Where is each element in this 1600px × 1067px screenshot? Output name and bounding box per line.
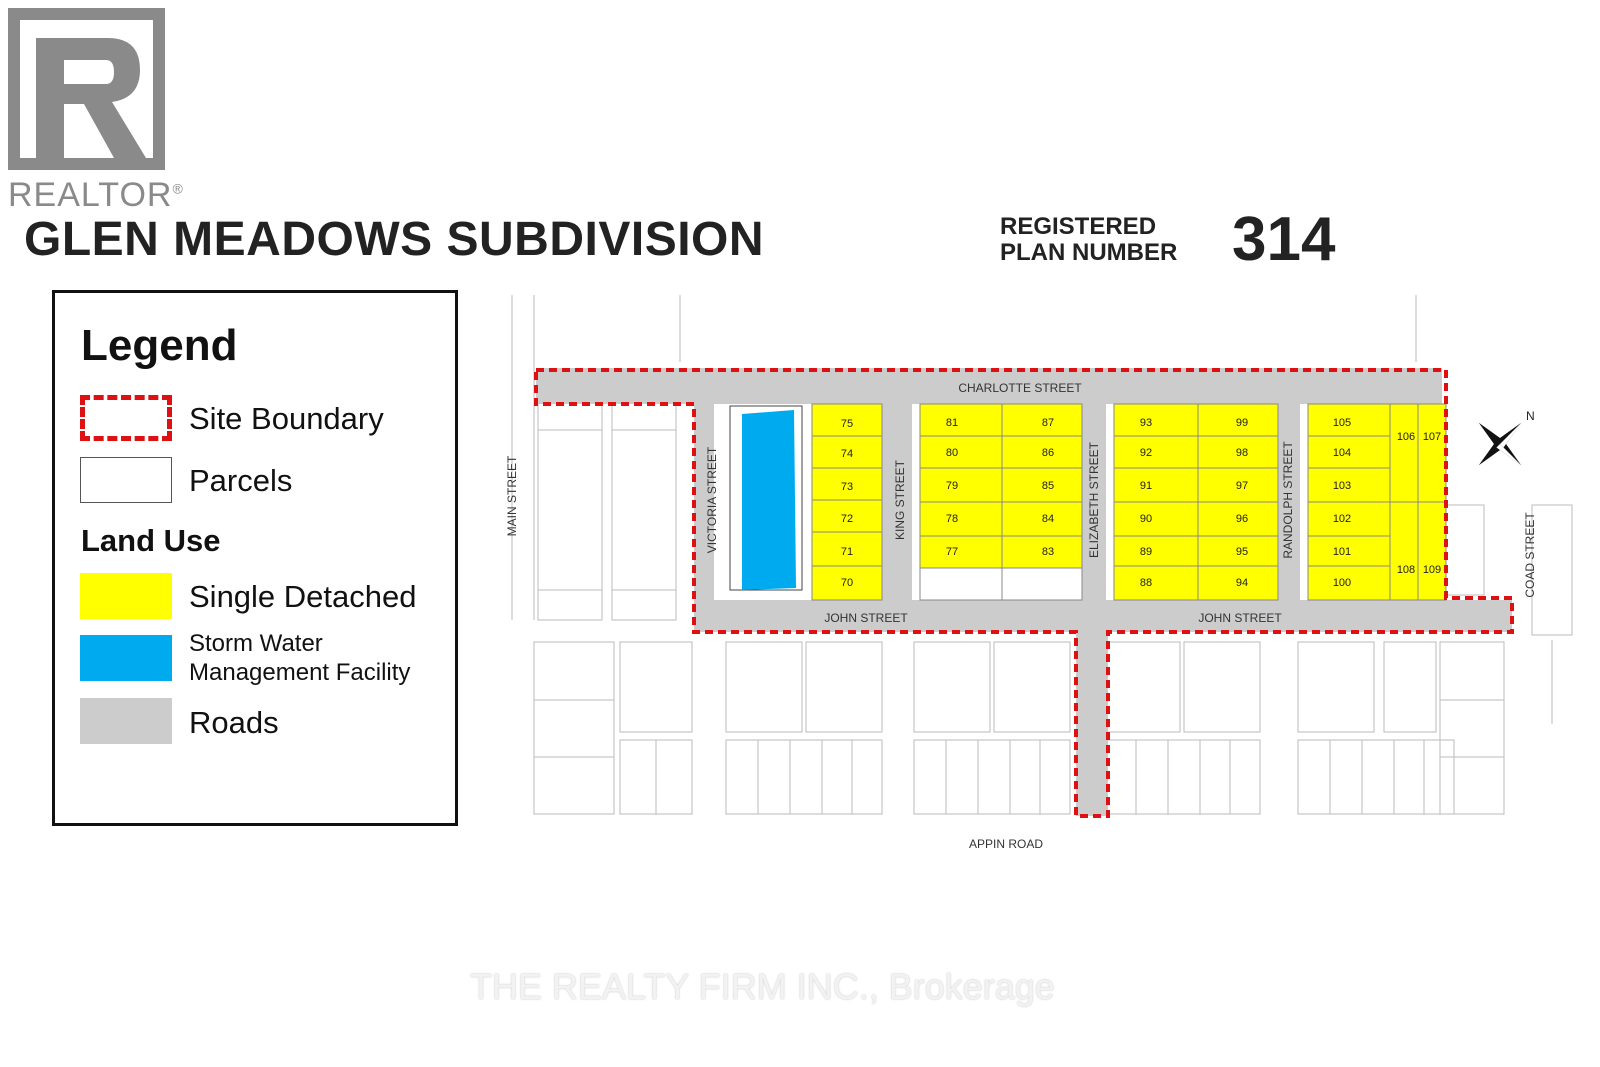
lot-number: 97	[1235, 480, 1249, 492]
lot-number: 85	[1041, 480, 1055, 492]
lot-number: 77	[945, 546, 959, 558]
lot-number: 93	[1139, 417, 1153, 429]
realtor-logo-text: REALTOR®	[8, 176, 184, 214]
main-street-label: MAIN STREET	[505, 455, 519, 537]
lot-number: 74	[840, 448, 854, 460]
single-detached-label: Single Detached	[189, 579, 417, 614]
lot-number: 105	[1332, 417, 1352, 429]
coad-street-label: COAD STREET	[1523, 512, 1537, 598]
registered-plan-label: REGISTERED PLAN NUMBER	[1000, 213, 1178, 266]
lot-number: 100	[1332, 577, 1352, 589]
john-street-west-label: JOHN STREET	[824, 611, 908, 625]
lot-number: 103	[1332, 480, 1352, 492]
storm-water-label: Storm Water Management Facility	[189, 630, 411, 686]
lot-number: 92	[1139, 447, 1153, 459]
lot-number: 89	[1139, 546, 1153, 558]
north-label: N	[1526, 409, 1535, 423]
lot-number: 104	[1332, 447, 1352, 459]
lot-number: 81	[945, 417, 959, 429]
legend-heading: Legend	[81, 321, 238, 370]
plan-number: 314	[1232, 205, 1336, 274]
lot-number: 108	[1396, 564, 1416, 576]
lot-number: 94	[1235, 577, 1249, 589]
victoria-street-label: VICTORIA STREET	[705, 446, 719, 554]
lot-number: 96	[1235, 513, 1249, 525]
lot-number: 95	[1235, 546, 1249, 558]
parcels-label: Parcels	[189, 463, 293, 498]
randolph-street-label: RANDOLPH STREET	[1281, 441, 1295, 559]
lot-number: 106	[1396, 431, 1416, 443]
lot-number: 90	[1139, 513, 1153, 525]
land-use-heading: Land Use	[81, 523, 221, 558]
lot-number: 79	[945, 480, 959, 492]
brokerage-watermark: THE REALTY FIRM INC., Brokerage	[470, 966, 1055, 1007]
lot-number: 84	[1041, 513, 1055, 525]
lot-number: 101	[1332, 546, 1352, 558]
lot-number: 75	[840, 418, 854, 430]
lot-number: 87	[1041, 417, 1055, 429]
lot-number: 72	[840, 513, 854, 525]
lot-number: 86	[1041, 447, 1055, 459]
site-boundary-label: Site Boundary	[189, 401, 384, 436]
lot-number: 70	[840, 577, 854, 589]
lot-number: 98	[1235, 447, 1249, 459]
lot-number: 107	[1422, 431, 1442, 443]
lot-number: 88	[1139, 577, 1153, 589]
lot-number: 78	[945, 513, 959, 525]
king-street-label: KING STREET	[893, 459, 907, 541]
appin-road-label: APPIN ROAD	[968, 837, 1044, 851]
lot-number: 80	[945, 447, 959, 459]
storm-water-pond	[742, 410, 796, 590]
lot-number: 102	[1332, 513, 1352, 525]
lot-number: 73	[840, 481, 854, 493]
roads-label: Roads	[189, 705, 279, 740]
lot-number: 99	[1235, 417, 1249, 429]
john-street-east-label: JOHN STREET	[1198, 611, 1282, 625]
lot-number: 71	[840, 546, 854, 558]
charlotte-street-label: CHARLOTTE STREET	[958, 381, 1082, 395]
lot-number: 91	[1139, 480, 1153, 492]
elizabeth-street-label: ELIZABETH STREET	[1087, 441, 1101, 559]
lot-number: 109	[1422, 564, 1442, 576]
map-title: GLEN MEADOWS SUBDIVISION	[24, 213, 765, 266]
lot-number: 83	[1041, 546, 1055, 558]
